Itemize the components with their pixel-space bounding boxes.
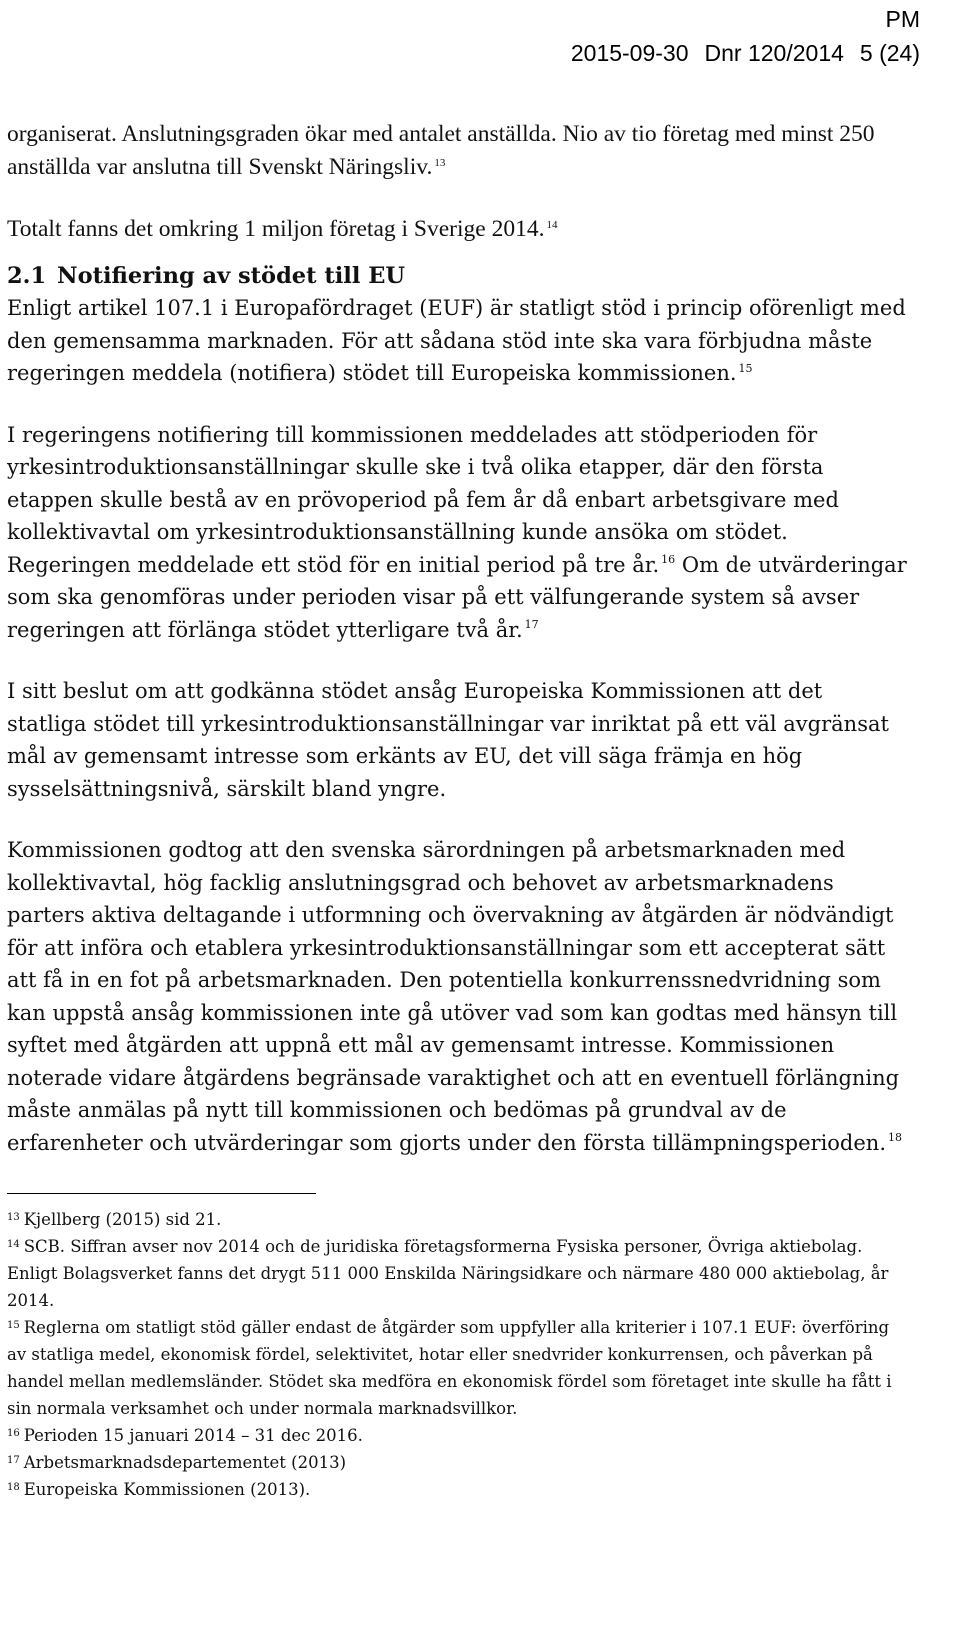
footnote-ref-16: 16 (661, 553, 676, 567)
document-date: 2015-09-30 (570, 40, 689, 66)
section-heading (7, 260, 907, 292)
footnote-divider (7, 1193, 316, 1194)
paragraph-1 (7, 118, 907, 184)
page-header (571, 2, 920, 70)
footnote-text: Arbetsmarknadsdepartementet (2013) (23, 1453, 347, 1472)
footnote-text: Perioden 15 januari 2014 – 31 dec 2016. (23, 1426, 363, 1445)
paragraph-4 (7, 419, 907, 647)
footnote-number: 18 (7, 1481, 20, 1493)
footnotes (7, 1206, 907, 1503)
footnote-ref-15: 15 (738, 361, 753, 375)
footnote-17 (7, 1449, 907, 1476)
footnote-number: 17 (7, 1454, 20, 1466)
page-number: 5 (24) (859, 40, 920, 66)
footnote-ref-18: 18 (888, 1131, 902, 1145)
document-body (7, 118, 907, 1503)
document-type: PM (885, 6, 920, 32)
footnote-text: Kjellberg (2015) sid 21. (23, 1210, 222, 1229)
footnote-number: 15 (7, 1319, 20, 1331)
footnote-text: SCB. Siffran avser nov 2014 och de juridiska företagsformerna Fysiska personer, Övriga aktiebolag. Enligt Bolagsverket fanns det drygt 511 000 Enskilda Näringsidkare och närmare 480 000 aktiebolag, år 2014. (7, 1237, 889, 1310)
paragraph-6 (7, 834, 907, 1159)
paragraph-2 (7, 213, 907, 246)
footnote-number: 14 (7, 1238, 20, 1250)
footnote-ref-17: 17 (524, 618, 539, 632)
paragraph-3 (7, 292, 907, 390)
footnote-number: 16 (7, 1427, 20, 1439)
paragraph-5: I sitt beslut om att godkänna stödet ansåg Europeiska Kommissionen att det statliga stödet till yrkesintroduktionsanställningar var inriktat på ett väl avgränsat mål av gemensamt intresse som erkänts av EU, det vill säga främja en hög sysselsättningsnivå, särskilt bland yngre. (7, 679, 889, 801)
paragraph-3-text: Enligt artikel 107.1 i Europafördraget (EUF) är statligt stöd i princip oförenligt med den gemensamma marknaden. För att sådana stöd inte ska vara förbjudna måste regeringen meddela (notifiera) stödet till Europeiska kommissionen. (7, 296, 906, 385)
footnote-number: 13 (7, 1211, 20, 1223)
footnote-16 (7, 1422, 907, 1449)
section-title: Notifiering av stödet till EU (57, 263, 405, 289)
footnote-text: Reglerna om statligt stöd gäller endast de åtgärder som uppfyller alla kriterier i 107.1 EUF: överföring av statliga medel, ekonomisk fördel, selektivitet, hotar eller snedvrider konkurrensen, och påverkan på handel mellan medlemsländer. Stödet ska medföra en ekonomisk fördel som företaget inte skulle ha fått i sin normala verksamhet och under normala marknadsvillkor. (7, 1318, 892, 1418)
footnote-text: Europeiska Kommissionen (2013). (23, 1480, 311, 1499)
paragraph-6-text: Kommissionen godtog att den svenska särordningen på arbetsmarknaden med kollektivavtal, hög facklig anslutningsgrad och behovet av arbetsmarknadens parters aktiva deltagande i utformning och övervakning av åtgärden är nödvändigt för att införa och etablera yrkesintroduktionsanställningar som ett accepterat sätt att få in en fot på arbetsmarknaden. Den potentiella konkurrenssnedvridning som kan uppstå ansåg kommissionen inte gå utöver vad som kan godtas med hänsyn till syftet med åtgärden att uppnå ett mål av gemensamt intresse. Kommissionen noterade vidare åtgärdens begränsade varaktighet och att en eventuell förlängning måste anmälas på nytt till kommissionen och bedömas på grundval av de erfarenheter och utvärderingar som gjorts under den första tillämpningsperioden. (7, 838, 900, 1155)
footnote-13 (7, 1206, 907, 1233)
footnote-14 (7, 1233, 907, 1314)
document-dnr: Dnr 120/2014 (704, 40, 844, 66)
header-meta (571, 36, 920, 70)
footnote-ref-14: 14 (546, 218, 558, 231)
paragraph-1-text: organiserat. Anslutningsgraden ökar med antalet anställda. Nio av tio företag med minst 250 anställda var anslutna till Svenskt Näringsliv. (7, 121, 875, 180)
paragraph-2-text: Totalt fanns det omkring 1 miljon företag i Sverige 2014. (7, 216, 545, 242)
section-number: 2.1 (7, 263, 47, 289)
footnote-15 (7, 1314, 907, 1422)
paragraph-4b-text: Om de utvärderingar som ska genomföras under perioden visar på ett välfungerande system så avser regeringen att förlänga stödet ytterligare två år. (7, 552, 907, 642)
footnote-ref-13: 13 (434, 156, 446, 169)
footnote-18 (7, 1476, 907, 1503)
paragraph-4a-text: I regeringens notifiering till kommissionen meddelades att stödperioden för yrkesintroduktionsanställningar skulle ske i två olika etapper, där den första etappen skulle bestå av en prövoperiod på fem år då enbart arbetsgivare med kollektivavtal om yrkesintroduktionsanställning kunde ansöka om stödet. Regeringen meddelade ett stöd för en initial period på tre år. (7, 422, 839, 577)
